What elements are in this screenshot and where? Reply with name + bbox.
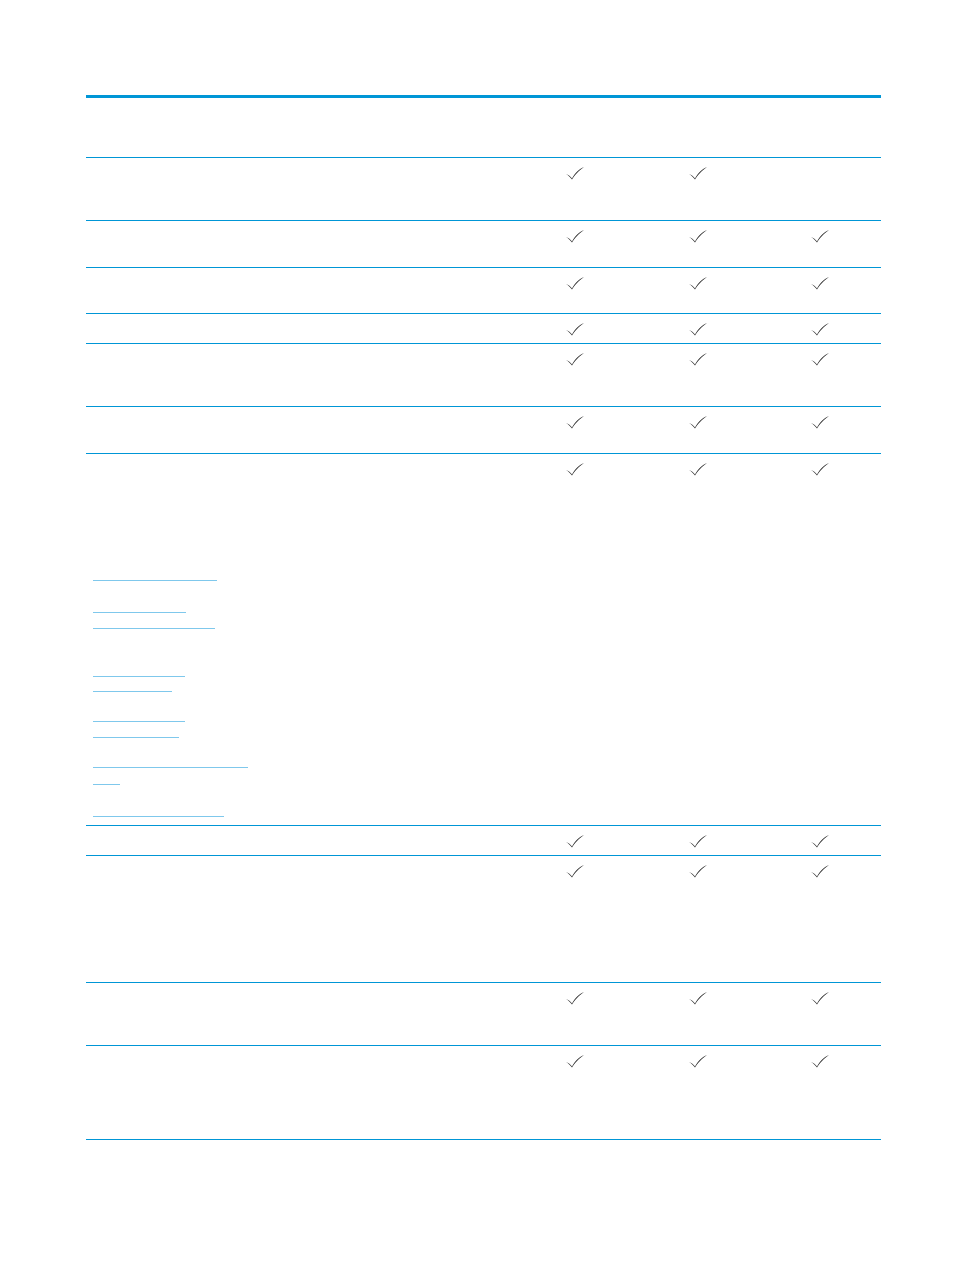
checkmark-icon	[688, 834, 708, 848]
link-underline[interactable]	[93, 767, 248, 768]
link-underline[interactable]	[93, 737, 179, 738]
checkmark-icon	[565, 276, 585, 290]
link-underline[interactable]	[93, 784, 120, 785]
checkmark-icon	[810, 415, 830, 429]
checkmark-icon	[810, 834, 830, 848]
checkmark-icon	[688, 1054, 708, 1068]
checkmark-icon	[810, 1054, 830, 1068]
row-divider	[86, 982, 881, 983]
checkmark-icon	[810, 229, 830, 243]
checkmark-icon	[565, 415, 585, 429]
checkmark-icon	[688, 322, 708, 336]
checkmark-icon	[688, 415, 708, 429]
checkmark-icon	[565, 229, 585, 243]
row-divider	[86, 1045, 881, 1046]
table-header-rule	[86, 95, 881, 98]
checkmark-icon	[688, 462, 708, 476]
checkmark-icon	[688, 864, 708, 878]
checkmark-icon	[565, 864, 585, 878]
link-underline[interactable]	[93, 628, 215, 629]
checkmark-icon	[688, 991, 708, 1005]
row-divider	[86, 313, 881, 314]
link-underline[interactable]	[93, 676, 185, 677]
checkmark-icon	[810, 322, 830, 336]
checkmark-icon	[565, 322, 585, 336]
checkmark-icon	[810, 352, 830, 366]
checkmark-icon	[565, 352, 585, 366]
row-divider	[86, 267, 881, 268]
row-divider	[86, 406, 881, 407]
link-underline[interactable]	[93, 816, 224, 817]
checkmark-icon	[565, 991, 585, 1005]
checkmark-icon	[565, 1054, 585, 1068]
row-divider	[86, 157, 881, 158]
row-divider	[86, 220, 881, 221]
link-underline[interactable]	[93, 691, 172, 692]
link-underline[interactable]	[93, 721, 185, 722]
row-divider	[86, 855, 881, 856]
checkmark-icon	[688, 352, 708, 366]
checkmark-icon	[565, 834, 585, 848]
checkmark-icon	[565, 166, 585, 180]
checkmark-icon	[688, 276, 708, 290]
checkmark-icon	[565, 462, 585, 476]
row-divider	[86, 343, 881, 344]
link-underline[interactable]	[93, 612, 186, 613]
checkmark-icon	[810, 864, 830, 878]
link-underline[interactable]	[93, 580, 217, 581]
row-divider	[86, 453, 881, 454]
checkmark-icon	[688, 229, 708, 243]
table-bottom-rule	[86, 1139, 881, 1140]
checkmark-icon	[810, 991, 830, 1005]
row-divider	[86, 825, 881, 826]
checkmark-icon	[810, 276, 830, 290]
checkmark-icon	[688, 166, 708, 180]
checkmark-icon	[810, 462, 830, 476]
